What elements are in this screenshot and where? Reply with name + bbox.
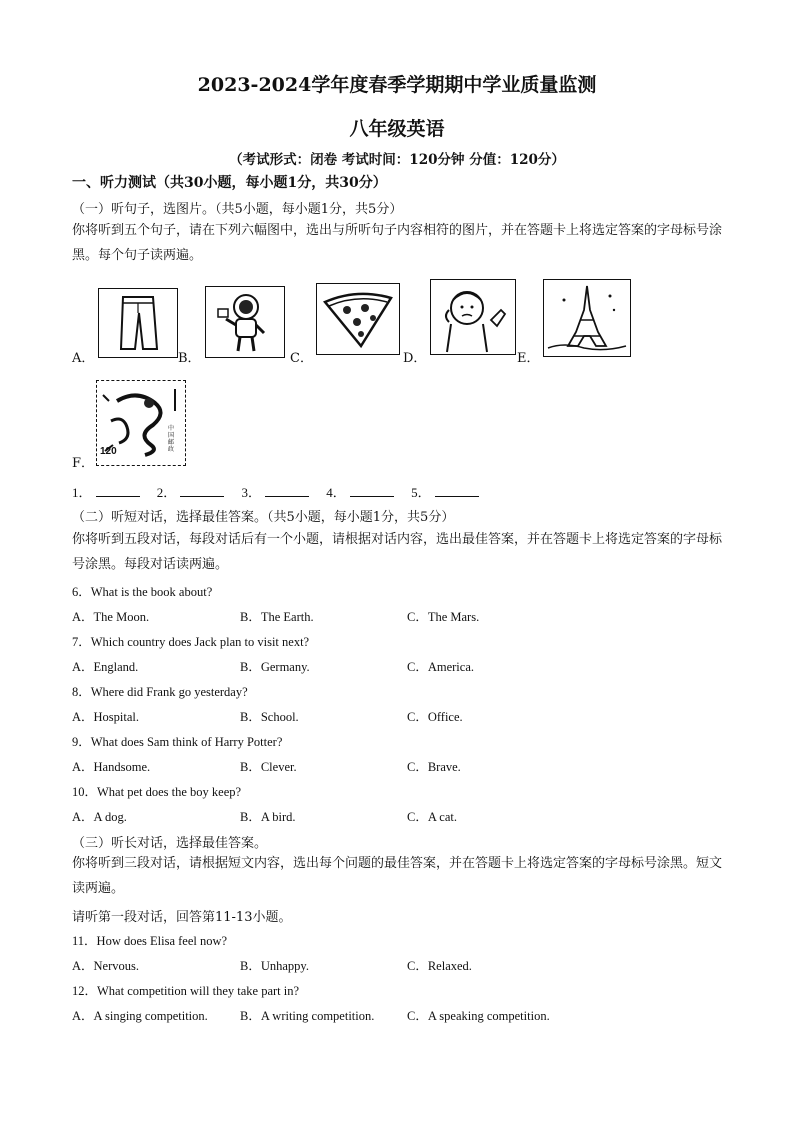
question-11: 11．How does Elisa feel now?	[72, 934, 228, 948]
q11-option-c[interactable]: C．Relaxed.	[407, 959, 472, 973]
pizza-icon	[316, 283, 400, 355]
q11-option-b[interactable]: B．Unhappy.	[240, 959, 309, 973]
blank-label-2: 2．	[156, 485, 177, 500]
q6-option-a[interactable]: A．The Moon.	[72, 610, 150, 624]
blank-label-5: 5．	[411, 485, 431, 500]
answer-blanks	[72, 482, 493, 501]
picture-letter-d: D．	[403, 351, 427, 366]
part3-heading: （三）听长对话，选择最佳答案。	[72, 836, 268, 851]
question-9: 9．What does Sam think of Harry Potter?	[72, 735, 283, 749]
boy-toothache-icon	[430, 279, 516, 355]
picture-letter-b: B．	[178, 351, 201, 366]
part3-instructions: 你将听到三段对话，请根据短文内容，选出每个问题的最佳答案，并在答题卡上将选定答案的字母标号涂黑。短文读两遍。	[72, 856, 723, 896]
answer-blank-4[interactable]	[350, 485, 394, 497]
q7-option-a[interactable]: A．England.	[72, 660, 139, 674]
q8-option-c[interactable]: C．Office.	[407, 710, 463, 724]
pants-icon	[98, 288, 178, 358]
q6-option-c[interactable]: C．The Mars.	[407, 610, 480, 624]
q9-option-b[interactable]: B．Clever.	[240, 760, 297, 774]
picture-letter-a: A．	[72, 351, 95, 366]
answer-blank-1[interactable]	[96, 485, 140, 497]
stamp-value: 120	[100, 446, 117, 457]
question-7: 7．Which country does Jack plan to visit next?	[72, 635, 310, 649]
exam-info: （考试形式：闭卷 考试时间：120分钟 分值：120分）	[229, 152, 565, 168]
astronaut-icon	[205, 286, 285, 358]
q9-option-c[interactable]: C．Brave.	[407, 760, 461, 774]
picture-letter-f: F．	[72, 456, 95, 471]
eiffel-tower-icon	[543, 279, 631, 357]
q6-option-b[interactable]: B．The Earth.	[240, 610, 314, 624]
answer-blank-2[interactable]	[180, 485, 224, 497]
part1-instructions: 你将听到五个句子，请在下列六幅图中，选出与所听句子内容相符的图片，并在答题卡上将选定答案的字母标号涂黑。每个句子读两遍。	[72, 223, 723, 263]
question-10: 10．What pet does the boy keep?	[72, 785, 242, 799]
part1-heading: （一）听句子，选图片。（共5小题，每小题1分，共5分）	[72, 202, 403, 217]
answer-blank-5[interactable]	[435, 485, 479, 497]
part2-heading: （二）听短对话，选择最佳答案。（共5小题，每小题1分，共5分）	[72, 510, 455, 525]
stamp-country: 中国邮政	[168, 425, 175, 453]
exam-title: 2023-2024学年度春季学期期中学业质量监测	[197, 74, 597, 96]
q7-option-b[interactable]: B．Germany.	[240, 660, 310, 674]
section1-heading: 一、听力测试（共30小题，每小题1分，共30分）	[72, 175, 387, 191]
q8-option-b[interactable]: B．School.	[240, 710, 299, 724]
exam-subtitle: 八年级英语	[349, 118, 445, 140]
question-12: 12．What competition will they take part in?	[72, 984, 300, 998]
q7-option-c[interactable]: C．America.	[407, 660, 474, 674]
q10-option-a[interactable]: A．A dog.	[72, 810, 127, 824]
q8-option-a[interactable]: A．Hospital.	[72, 710, 140, 724]
picture-letter-c: C．	[290, 351, 313, 366]
question-6: 6．What is the book about?	[72, 585, 213, 599]
blank-label-1: 1．	[72, 485, 92, 500]
q10-option-b[interactable]: B．A bird.	[240, 810, 296, 824]
part2-instructions: 你将听到五段对话，每段对话后有一个小题，请根据对话内容，选出最佳答案，并在答题卡上将选定答案的字母标号涂黑。每段对话读两遍。	[72, 532, 723, 572]
blank-label-3: 3．	[241, 485, 262, 500]
q12-option-b[interactable]: B．A writing competition.	[240, 1009, 375, 1023]
q10-option-c[interactable]: C．A cat.	[407, 810, 457, 824]
q12-option-c[interactable]: C．A speaking competition.	[407, 1009, 550, 1023]
q12-option-a[interactable]: A．A singing competition.	[72, 1009, 208, 1023]
picture-letter-e: E．	[517, 351, 540, 366]
q11-option-a[interactable]: A．Nervous.	[72, 959, 140, 973]
blank-label-4: 4．	[326, 485, 346, 500]
question-8: 8．Where did Frank go yesterday?	[72, 685, 248, 699]
part3-sub-instruction: 请听第一段对话，回答第11-13小题。	[72, 910, 292, 925]
q9-option-a[interactable]: A．Handsome.	[72, 760, 151, 774]
answer-blank-3[interactable]	[265, 485, 309, 497]
